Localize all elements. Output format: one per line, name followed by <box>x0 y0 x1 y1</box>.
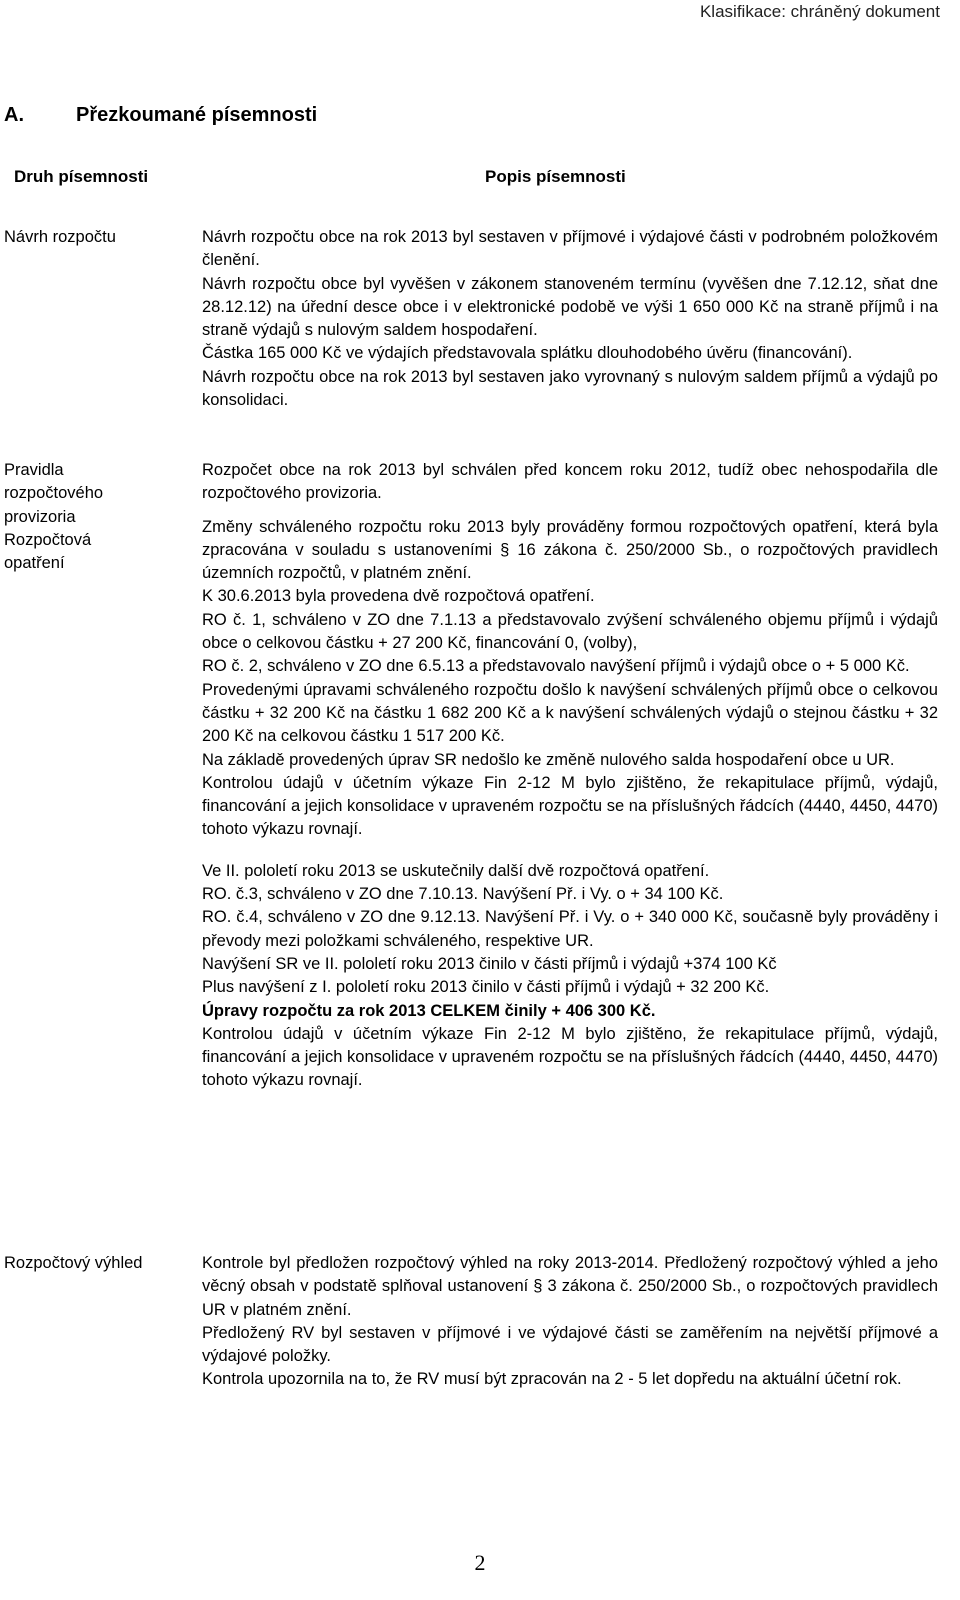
paragraph: Částka 165 000 Kč ve výdajích představovala splátku dlouhodobého úvěru (financování). <box>202 344 853 363</box>
paragraph: Kontrolou údajů v účetním výkaze Fin 2-12 M bylo zjištěno, že rekapitulace příjmů, výdajů, financování a jejich konsolidace v upraveném rozpočtu se na příslušných řádcích (4440, 4450, 4470) tohoto výkazu rovnají. <box>202 773 938 839</box>
paragraph: Na základě provedených úprav SR nedošlo ke změně nulového salda hospodaření obce u UR. <box>202 750 895 769</box>
paragraph: RO č. 1, schváleno v ZO dne 7.1.13 a představovalo zvýšení schváleného objemu příjmů i výdajů obce o celkovou částku + 27 200 Kč, financování 0, (volby), <box>202 610 938 653</box>
total-adjustments: Úpravy rozpočtu za rok 2013 CELKEM činily + 406 300 Kč. <box>202 1001 656 1020</box>
section-heading <box>4 104 317 127</box>
section-letter: A. <box>4 104 24 126</box>
paragraph: Návrh rozpočtu obce na rok 2013 byl sestaven v příjmové i výdajové části v podrobném položkovém členění. <box>202 228 938 270</box>
paragraph: Návrh rozpočtu obce na rok 2013 byl sestaven jako vyrovnaný s nulovým saldem příjmů a výdajů po konsolidaci. <box>202 367 938 410</box>
paragraph: Kontrolou údajů v účetním výkaze Fin 2-12 M bylo zjištěno, že rekapitulace příjmů, výdajů, financování a jejich konsolidace v upraveném rozpočtu se na příslušných řádcích (4440, 4450, 4470) tohoto výkazu rovnají. <box>202 1024 938 1090</box>
row-label-line: Rozpočtová opatření <box>4 530 92 573</box>
row-body-provisional-rules <box>202 459 938 1093</box>
paragraph: RO. č.3, schváleno v ZO dne 7.10.13. Navýšení Př. i Vy. o + 34 100 Kč. <box>202 885 724 904</box>
paragraph: Rozpočet obce na rok 2013 byl schválen před koncem roku 2012, tudíž obec nehospodařila dle rozpočtového provizoria. <box>202 461 938 503</box>
paragraph: Návrh rozpočtu obce byl vyvěšen v zákonem stanoveném termínu (vyvěšen dne 7.12.12, sňat dne 28.12.12) na úřední desce obce i v elektronické podobě ve výši 1 650 000 Kč na straně příjmů i na straně výdajů s nulovým saldem hospodaření. <box>202 274 938 340</box>
paragraph: Změny schváleného rozpočtu roku 2013 byly prováděny formou rozpočtových opatření, která byla zpracována v souladu s ustanoveními § 16 zákona č. 250/2000 Sb., o rozpočtových pravidlech územních rozpočtů, v platném znění. <box>202 517 938 583</box>
row-label-budget-outlook <box>4 1252 184 1275</box>
paragraph: Předložený RV byl sestaven v příjmové i ve výdajové části se zaměřením na největší příjmové a výdajové položky. <box>202 1323 938 1366</box>
paragraph: Navýšení SR ve II. pololetí roku 2013 činilo v části příjmů i výdajů +374 100 Kč <box>202 954 777 973</box>
paragraph: Kontrola upozornila na to, že RV musí být zpracován na 2 - 5 let dopředu na aktuální účetní rok. <box>202 1370 902 1389</box>
classification-label: Klasifikace: chráněný dokument <box>699 2 940 21</box>
column-header-type: Druh písemnosti <box>14 167 149 186</box>
row-label-line: Rozpočtový výhled <box>4 1254 143 1272</box>
row-body-budget-draft <box>202 226 938 412</box>
paragraph: RO č. 2, schváleno v ZO dne 6.5.13 a představovalo navýšení příjmů i výdajů obce o + 5 000 Kč. <box>202 657 910 676</box>
paragraph: Ve II. pololetí roku 2013 se uskutečnily další dvě rozpočtová opatření. <box>202 861 710 880</box>
row-label-line: Návrh rozpočtu <box>4 228 116 246</box>
paragraph-emphasis <box>202 1000 938 1023</box>
section-title: Přezkoumané písemnosti <box>76 104 318 126</box>
row-label-line: Pravidla rozpočtového provizoria <box>4 461 104 526</box>
row-label-provisional-rules <box>4 459 134 575</box>
paragraph: Kontrole byl předložen rozpočtový výhled na roky 2013-2014. Předložený rozpočtový výhled a jeho věcný obsah v podstatě splňoval ustanovení § 3 zákona č. 250/2000 Sb., o rozpočtových pravidlech UR v platném znění. <box>202 1254 938 1319</box>
paragraph: RO. č.4, schváleno v ZO dne 9.12.13. Navýšení Př. i Vy. o + 340 000 Kč, současně byly prováděny i převody mezi položkami schváleného, respektive UR. <box>202 908 938 950</box>
row-label-budget-draft <box>4 226 184 249</box>
row-body-budget-outlook <box>202 1252 938 1392</box>
paragraph: Plus navýšení z I. pololetí roku 2013 činilo v části příjmů i výdajů + 32 200 Kč. <box>202 978 770 997</box>
paragraph: Provedenými úpravami schváleného rozpočtu došlo k navýšení schválených příjmů obce o celkovou částku + 32 200 Kč na částku 1 682 200 Kč a k navýšení schválených výdajů o stejnou částku + 32 200 Kč na celkovou částku 1 517 200 Kč. <box>202 680 938 746</box>
column-header-description: Popis písemnosti <box>485 167 626 186</box>
paragraph: K 30.6.2013 byla provedena dvě rozpočtová opatření. <box>202 587 595 606</box>
page-number: 2 <box>474 1550 486 1575</box>
